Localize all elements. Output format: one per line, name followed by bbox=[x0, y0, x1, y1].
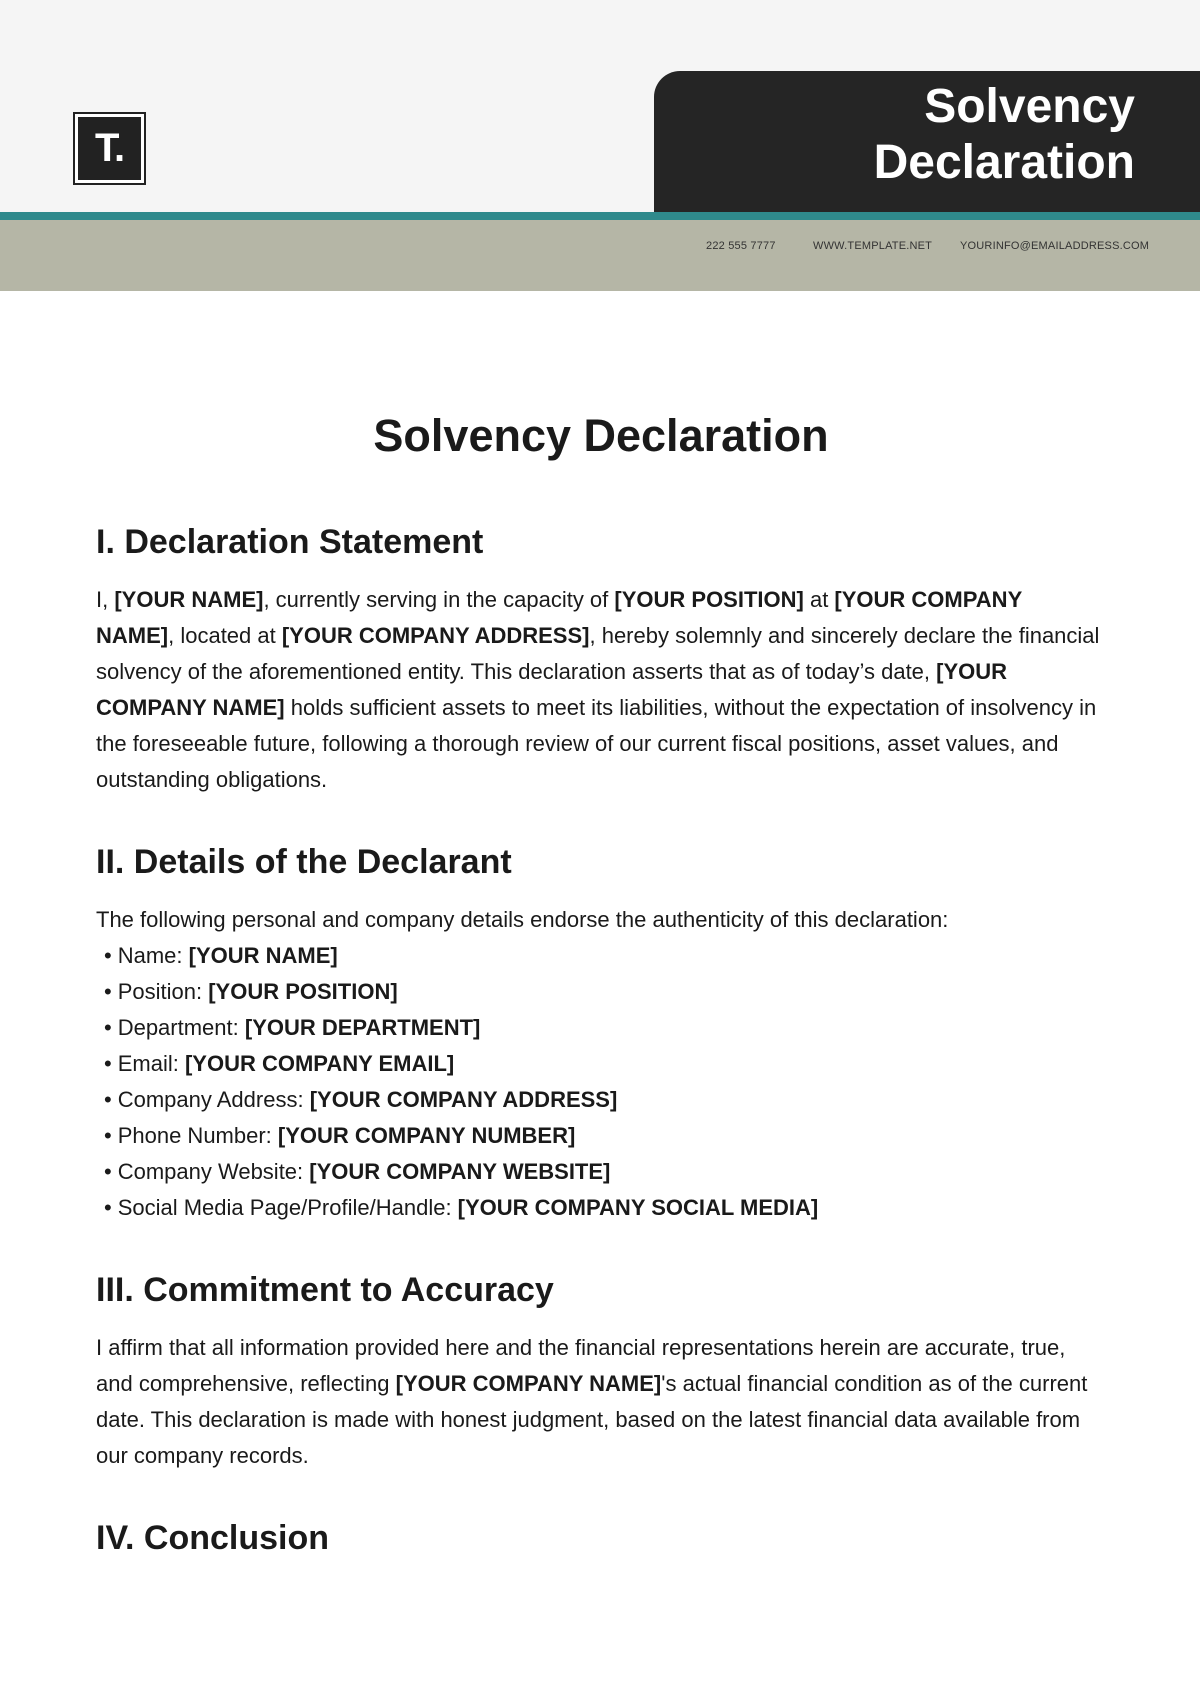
header-title bbox=[874, 79, 1135, 191]
section-paragraph: I, [YOUR NAME], currently serving in the capacity of [YOUR POSITION] at [YOUR COMPANY NAME], located at [YOUR COMPANY ADDRESS], hereby solemnly and sincerely declare the financial solvency of the aforementioned entity. This declaration asserts that as of today’s date, [YOUR COMPANY NAME] holds sufficient assets to meet its liabilities, without the expectation of insolvency in the foreseeable future, following a thorough review of our current fiscal positions, asset values, and outstanding obligations. bbox=[96, 587, 1100, 792]
section-heading: I. Declaration Statement bbox=[96, 523, 484, 561]
list-item-company-address: • Company Address: [YOUR COMPANY ADDRESS] bbox=[96, 1082, 1106, 1118]
section-heading: III. Commitment to Accuracy bbox=[96, 1271, 554, 1309]
document-body bbox=[96, 410, 1106, 1602]
section-conclusion bbox=[96, 1518, 1106, 1558]
list-item-company-website: • Company Website: [YOUR COMPANY WEBSITE] bbox=[96, 1154, 1106, 1190]
document-header bbox=[0, 0, 1200, 291]
contact-band bbox=[0, 220, 1200, 291]
list-item-department: • Department: [YOUR DEPARTMENT] bbox=[96, 1010, 1106, 1046]
list-item-email: • Email: [YOUR COMPANY EMAIL] bbox=[96, 1046, 1106, 1082]
list-item-position: • Position: [YOUR POSITION] bbox=[96, 974, 1106, 1010]
header-title-block bbox=[654, 71, 1200, 214]
document-title: Solvency Declaration bbox=[373, 410, 829, 461]
logo-mark: T. bbox=[78, 117, 141, 180]
section-intro: The following personal and company details endorse the authenticity of this declaration: bbox=[96, 907, 949, 932]
section-heading: IV. Conclusion bbox=[96, 1519, 330, 1557]
section-commitment-accuracy bbox=[96, 1270, 1106, 1474]
section-declaration-statement bbox=[96, 522, 1106, 798]
header-title-line2: Declaration bbox=[873, 136, 1135, 189]
header-title-line1: Solvency bbox=[924, 80, 1135, 133]
section-paragraph: I affirm that all information provided here and the financial representations herein are accurate, true, and comprehensive, reflecting [YOUR COMPANY NAME]'s actual financial condition as of the current date. This declaration is made with honest judgment, based on the latest financial data available from our company records. bbox=[96, 1335, 1088, 1468]
contact-email: YOURINFO@EMAILADDRESS.COM bbox=[960, 240, 1150, 252]
contact-phone: 222 555 7777 bbox=[706, 240, 776, 252]
details-list bbox=[96, 938, 1106, 1226]
section-heading: II. Details of the Declarant bbox=[96, 843, 512, 881]
accent-stripe bbox=[0, 212, 1200, 220]
contact-website: WWW.TEMPLATE.NET bbox=[813, 240, 933, 252]
list-item-name: • Name: [YOUR NAME] bbox=[96, 938, 1106, 974]
logo bbox=[73, 112, 146, 185]
section-declarant-details bbox=[96, 842, 1106, 1226]
list-item-phone-number: • Phone Number: [YOUR COMPANY NUMBER] bbox=[96, 1118, 1106, 1154]
list-item-social-media: • Social Media Page/Profile/Handle: [YOUR COMPANY SOCIAL MEDIA] bbox=[96, 1190, 1106, 1226]
